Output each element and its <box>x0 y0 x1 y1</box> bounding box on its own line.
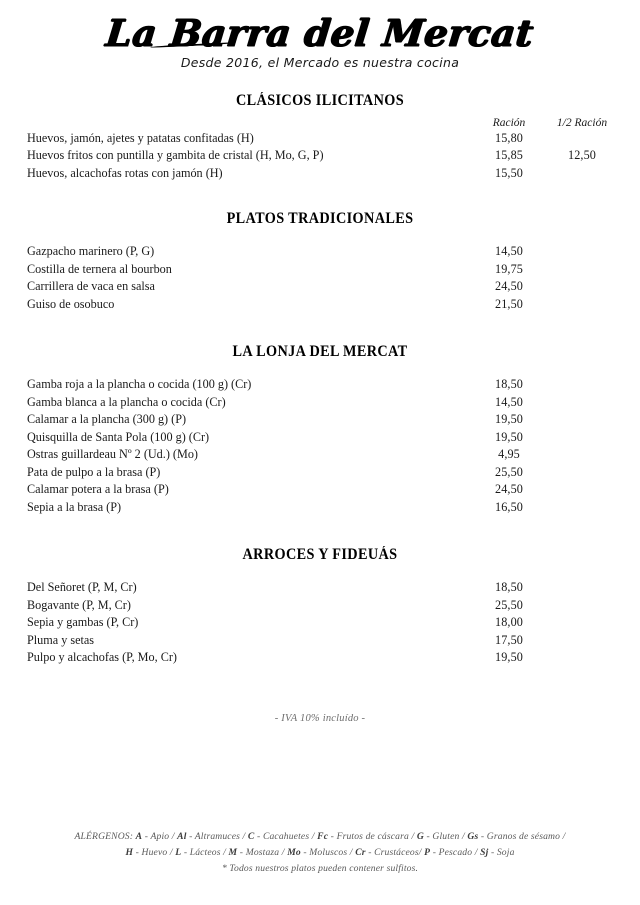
menu-item-name: Huevos fritos con puntilla y gambita de cristal (H, Mo, G, P) <box>27 148 324 163</box>
section-title: CLÁSICOS ILICITANOS <box>235 91 404 109</box>
menu-item-name: Calamar a la plancha (300 g) (P) <box>27 412 187 427</box>
menu-item-price: 19,50 <box>495 650 523 665</box>
allergen-name: - Cacahuetes / <box>257 831 315 842</box>
menu-item-list <box>18 130 622 183</box>
menu-item-row <box>18 411 622 429</box>
allergen-name: - Soja <box>490 846 515 858</box>
menu-item-name: Huevos, alcachofas rotas con jamón (H) <box>27 165 223 180</box>
allergen-name: - Moluscos / <box>303 846 353 858</box>
allergen-name: - Altramuces / <box>189 831 246 842</box>
allergen-code: Cr <box>355 846 366 858</box>
restaurant-tagline: Desde 2016, el Mercado es nuestra cocina <box>180 54 460 70</box>
allergen-entry <box>414 831 465 842</box>
section-spacer <box>18 368 622 376</box>
menu-item-price: 24,50 <box>495 482 523 497</box>
allergen-entry <box>465 831 566 842</box>
menu-item-name: Ostras guillardeau Nº 2 (Ud.) (Mo) <box>27 447 198 462</box>
section-gap <box>18 313 622 343</box>
menu-item-row <box>18 649 622 667</box>
menu-item-row <box>18 147 622 165</box>
allergen-name: - Granos de sésamo / <box>480 831 566 842</box>
allergen-name: - Gluten / <box>426 831 465 842</box>
allergen-code: Mo <box>287 846 301 858</box>
menu-item-row <box>18 481 622 499</box>
menu-item-name: Gamba roja a la plancha o cocida (100 g) (Cr) <box>27 377 252 392</box>
menu-sections-container <box>0 92 640 697</box>
allergen-code: A <box>135 831 143 842</box>
menu-item-price: 16,50 <box>495 499 523 514</box>
menu-item-row <box>18 394 622 412</box>
menu-section <box>18 343 622 546</box>
allergen-code: L <box>175 846 182 858</box>
menu-item-row <box>18 278 622 296</box>
allergen-name: - Huevo / <box>135 846 173 858</box>
menu-item-name: Quisquilla de Santa Pola (100 g) (Cr) <box>27 429 210 444</box>
section-title: LA LONJA DEL MERCAT <box>232 343 408 361</box>
section-gap <box>18 667 622 697</box>
menu-item-name: Huevos, jamón, ajetes y patatas confitadas (H) <box>27 130 254 145</box>
allergen-name: - Apio / <box>144 831 175 842</box>
allergen-entry <box>125 847 172 858</box>
menu-item-row <box>18 376 622 394</box>
allergens-line-2 <box>0 845 640 861</box>
menu-section <box>18 210 622 343</box>
menu-item-price: 4,95 <box>498 447 520 462</box>
allergen-name: - Frutos de cáscara / <box>330 831 415 842</box>
allergen-code: Fc <box>317 831 329 842</box>
allergen-code: M <box>228 846 238 858</box>
allergen-name: - Pescado / <box>432 846 478 858</box>
menu-item-row <box>18 614 622 632</box>
price-column-headers <box>18 117 622 130</box>
menu-item-row <box>18 165 622 183</box>
menu-item-name: Pulpo y alcachofas (P, Mo, Cr) <box>27 650 177 665</box>
menu-item-price: 18,50 <box>495 377 523 392</box>
menu-item-row <box>18 446 622 464</box>
allergen-code: Sj <box>480 846 489 858</box>
allergen-entry <box>353 847 422 858</box>
allergens-line-1 <box>0 829 640 845</box>
restaurant-title: La Barra del Mercat <box>104 11 537 55</box>
allergen-code: C <box>247 831 255 842</box>
allergen-code: P <box>424 846 431 858</box>
section-spacer <box>18 235 622 243</box>
iva-note: - IVA 10% incluído - <box>274 713 366 724</box>
menu-item-row <box>18 632 622 650</box>
allergen-entry <box>422 847 478 858</box>
allergen-entry <box>478 847 515 858</box>
menu-item-price: 21,50 <box>495 296 523 311</box>
allergen-code: G <box>416 831 424 842</box>
allergen-entry <box>136 831 175 842</box>
allergen-entry <box>226 847 285 858</box>
menu-item-price: 18,50 <box>495 580 523 595</box>
column-header-ration: Ración <box>492 116 526 129</box>
menu-item-list <box>18 376 622 516</box>
allergen-name: - Mostaza / <box>239 846 285 858</box>
menu-item-row <box>18 464 622 482</box>
menu-item-price: 25,50 <box>495 597 523 612</box>
allergens-legend <box>0 829 640 877</box>
menu-item-name: Gazpacho marinero (P, G) <box>27 244 155 259</box>
menu-item-name: Guiso de osobuco <box>27 296 115 311</box>
column-header-half-ration: 1/2 Ración <box>556 116 608 129</box>
menu-item-name: Sepia y gambas (P, Cr) <box>27 615 139 630</box>
menu-item-name: Calamar potera a la brasa (P) <box>27 482 169 497</box>
masthead <box>0 0 640 70</box>
allergen-entry <box>315 831 415 842</box>
menu-item-row <box>18 243 622 261</box>
menu-item-price: 25,50 <box>495 464 523 479</box>
menu-item-list <box>18 579 622 667</box>
section-spacer <box>18 571 622 579</box>
menu-item-price: 24,50 <box>495 279 523 294</box>
menu-item-price: 19,50 <box>495 412 523 427</box>
allergen-entry <box>175 831 246 842</box>
menu-item-row <box>18 429 622 447</box>
allergen-entry <box>173 847 226 858</box>
allergen-entry <box>285 847 353 858</box>
menu-item-row <box>18 597 622 615</box>
menu-item-half-price: 12,50 <box>568 148 596 163</box>
section-gap <box>18 182 622 210</box>
menu-item-row <box>18 579 622 597</box>
menu-item-row <box>18 130 622 148</box>
menu-item-price: 19,75 <box>495 261 523 276</box>
menu-item-price: 19,50 <box>495 429 523 444</box>
menu-item-price: 15,80 <box>495 130 523 145</box>
sulfites-note: * Todos nuestros platos pueden contener sulfitos. <box>221 863 419 874</box>
menu-item-name: Pata de pulpo a la brasa (P) <box>27 464 161 479</box>
menu-item-name: Costilla de ternera al bourbon <box>27 261 172 276</box>
menu-item-price: 17,50 <box>495 632 523 647</box>
menu-item-price: 14,50 <box>495 394 523 409</box>
menu-item-row <box>18 261 622 279</box>
allergen-name: - Crustáceos/ <box>368 846 422 858</box>
menu-item-name: Sepia a la brasa (P) <box>27 499 122 514</box>
menu-item-price: 18,00 <box>495 615 523 630</box>
allergen-code: Al <box>177 831 187 842</box>
menu-item-price: 15,50 <box>495 165 523 180</box>
menu-item-row <box>18 499 622 517</box>
menu-item-name: Bogavante (P, M, Cr) <box>27 597 131 612</box>
allergen-code: H <box>125 846 134 858</box>
allergens-label: ALÉRGENOS: <box>74 831 134 842</box>
menu-item-name: Pluma y setas <box>27 632 95 647</box>
section-title: PLATOS TRADICIONALES <box>226 210 414 228</box>
menu-item-list <box>18 243 622 313</box>
menu-section <box>18 92 622 211</box>
menu-section <box>18 546 622 697</box>
allergen-code: Gs <box>467 831 479 842</box>
menu-item-name: Gamba blanca a la plancha o cocida (Cr) <box>27 394 226 409</box>
allergen-entry <box>245 831 314 842</box>
allergen-name: - Lácteos / <box>183 846 226 858</box>
menu-item-price: 15,85 <box>495 148 523 163</box>
menu-item-row <box>18 296 622 314</box>
section-gap <box>18 516 622 546</box>
menu-item-name: Carrillera de vaca en salsa <box>27 279 155 294</box>
menu-item-price: 14,50 <box>495 244 523 259</box>
menu-item-name: Del Señoret (P, M, Cr) <box>27 580 137 595</box>
section-title: ARROCES Y FIDEUÁS <box>242 546 398 564</box>
